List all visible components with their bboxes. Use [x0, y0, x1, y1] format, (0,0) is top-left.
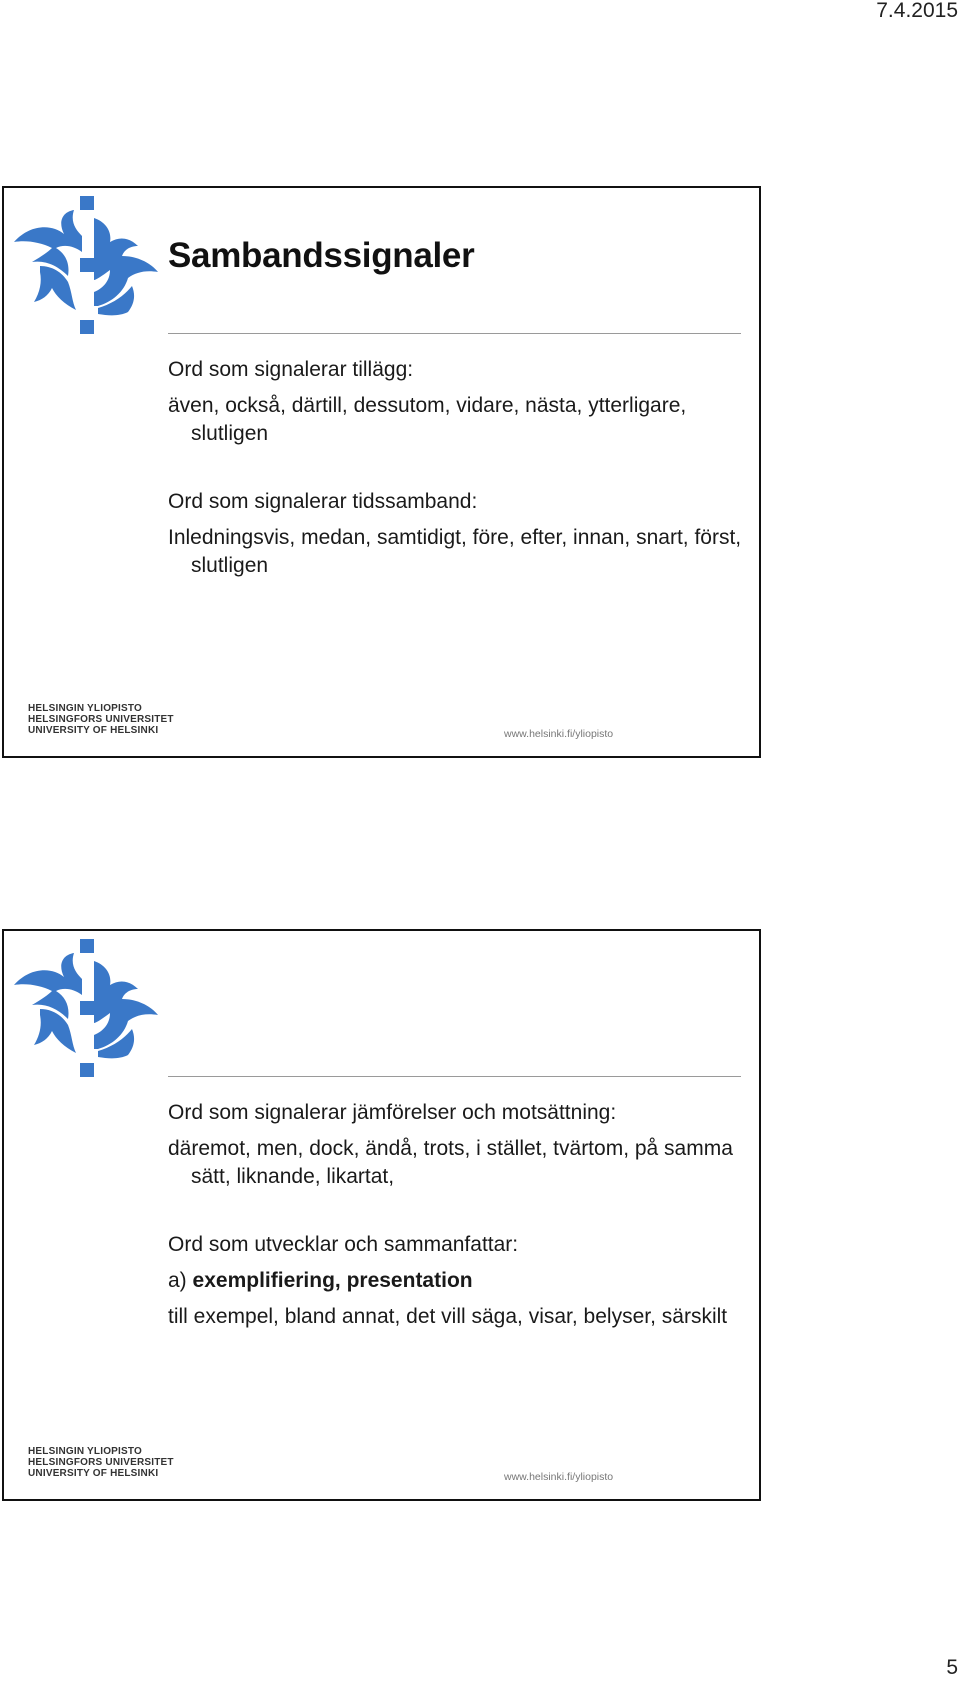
university-flame-logo	[12, 939, 164, 1079]
university-flame-logo	[12, 196, 164, 336]
slide-2	[2, 929, 761, 1501]
footer-url: www.helsinki.fi/yliopisto	[504, 728, 614, 740]
words-additions: även, också, därtill, dessutom, vidare, nästa, ytterligare, slutligen	[168, 394, 687, 445]
slide-content	[168, 356, 748, 580]
page-number: 5	[946, 1656, 958, 1679]
heading-time: Ord som signalerar tidssamband:	[168, 490, 478, 513]
page-date: 7.4.2015	[876, 0, 958, 22]
university-wordmark: HELSINGIN YLIOPISTO HELSINGFORS UNIVERSITET UNIVERSITY OF HELSINKI	[28, 703, 174, 736]
heading-summary: Ord som utvecklar och sammanfattar:	[168, 1233, 519, 1256]
university-wordmark: HELSINGIN YLIOPISTO HELSINGFORS UNIVERSITET UNIVERSITY OF HELSINKI	[28, 1446, 174, 1479]
words-time: Inledningsvis, medan, samtidigt, före, efter, innan, snart, först, slutligen	[168, 526, 742, 577]
words-summary: till exempel, bland annat, det vill säga, visar, belyser, särskilt	[168, 1305, 728, 1328]
slide-content	[168, 1099, 748, 1331]
slide-title: Sambandssignaler	[168, 236, 475, 275]
words-comparison: däremot, men, dock, ändå, trots, i stället, tvärtom, på samma sätt, liknande, likartat,	[168, 1137, 733, 1188]
title-divider	[168, 333, 741, 334]
footer-url: www.helsinki.fi/yliopisto	[504, 1471, 614, 1483]
heading-additions: Ord som signalerar tillägg:	[168, 358, 414, 381]
sub-bold: exemplifiering, presentation	[192, 1269, 473, 1292]
title-divider	[168, 1076, 741, 1077]
subheading-exemplification	[168, 1267, 748, 1295]
slide-1	[2, 186, 761, 758]
heading-comparison: Ord som signalerar jämförelser och motsättning:	[168, 1101, 617, 1124]
sub-prefix: a)	[168, 1269, 187, 1292]
